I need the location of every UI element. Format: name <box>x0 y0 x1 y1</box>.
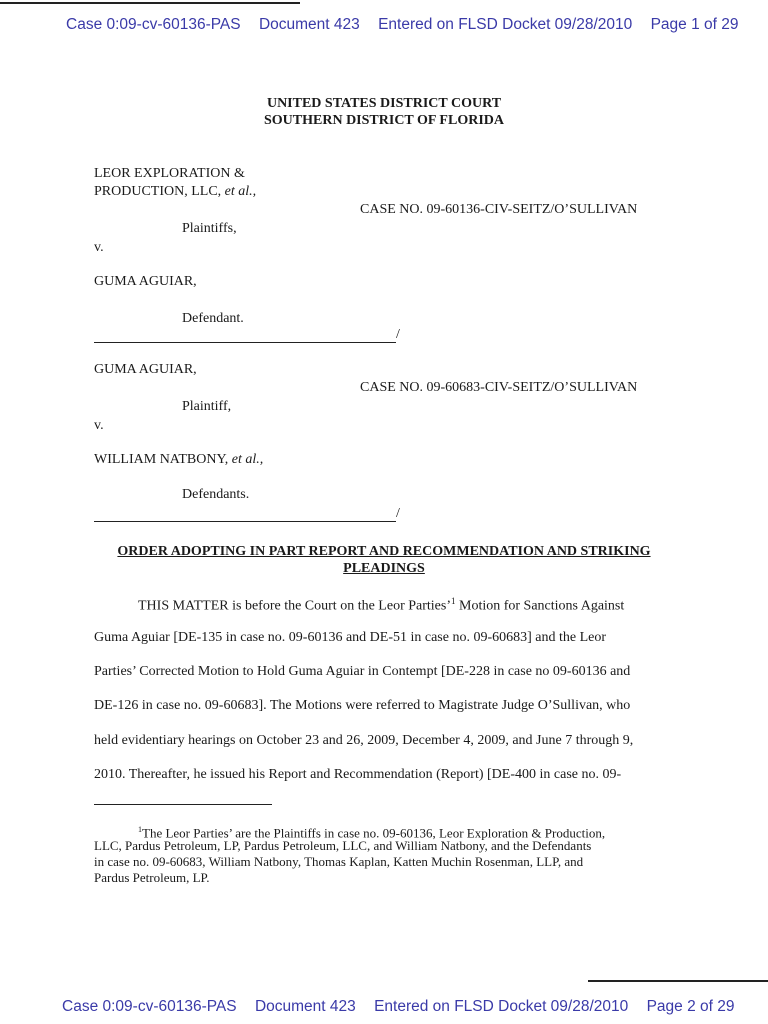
body-line-1-start: THIS MATTER is before the Court on the Leor Parties’ <box>138 598 451 614</box>
body-line-1 <box>138 596 624 615</box>
header-document-number: Document 423 <box>258 16 360 33</box>
caption1-plaintiff-line1: LEOR EXPLORATION & <box>94 166 245 181</box>
footnote-line-1-text: The Leor Parties’ are the Plaintiffs in case no. 09-60136, Leor Exploration & Production, <box>142 825 606 841</box>
court-name-line2: SOUTHERN DISTRICT OF FLORIDA <box>264 113 504 128</box>
caption2-case-number: CASE NO. 09-60683-CIV-SEITZ/O’SULLIVAN <box>360 380 638 395</box>
footer-page-number: Page 2 of 29 <box>646 998 735 1015</box>
caption1-case-number: CASE NO. 09-60136-CIV-SEITZ/O’SULLIVAN <box>360 202 638 217</box>
caption1-et-al: et al., <box>224 184 257 199</box>
caption2-plaintiff-label: Plaintiff, <box>182 399 232 414</box>
body-line-5: held evidentiary hearings on October 23 and 26, 2009, December 4, 2009, and June 7 through 9, <box>94 733 634 748</box>
header-page-number: Page 1 of 29 <box>650 16 739 33</box>
docket-footer <box>62 998 735 1016</box>
caption1-plaintiffs-label: Plaintiffs, <box>182 221 237 236</box>
caption1-plaintiff-name: PRODUCTION, LLC, <box>94 184 225 199</box>
footnote-line-3: in case no. 09-60683, William Natbony, Thomas Kaplan, Katten Muchin Rosenman, LLP, and <box>94 854 584 869</box>
header-case-number: Case 0:09-cv-60136-PAS <box>66 16 241 33</box>
caption1-defendant-name: GUMA AGUIAR, <box>94 274 197 289</box>
caption2-slash: / <box>396 506 400 521</box>
footer-entered-date: Entered on FLSD Docket 09/28/2010 <box>374 998 629 1015</box>
footer-case-number: Case 0:09-cv-60136-PAS <box>62 998 237 1015</box>
order-title-line1: ORDER ADOPTING IN PART REPORT AND RECOMMENDATION AND STRIKING <box>117 544 651 559</box>
bottom-border-rule <box>588 980 768 982</box>
order-title <box>0 543 768 577</box>
header-entered-date: Entered on FLSD Docket 09/28/2010 <box>378 16 633 33</box>
caption1-divider <box>94 342 396 343</box>
caption2-defendants-label: Defendants. <box>182 487 250 502</box>
court-name-line1: UNITED STATES DISTRICT COURT <box>266 96 502 111</box>
caption2-et-al: et al., <box>231 452 264 467</box>
caption2-versus: v. <box>94 418 104 433</box>
caption1-defendant-label: Defendant. <box>182 311 244 326</box>
caption2-divider <box>94 521 396 522</box>
footer-document-number: Document 423 <box>254 998 356 1015</box>
caption2-defendant <box>94 452 263 468</box>
body-line-1-rest: Motion for Sanctions Against <box>455 598 625 614</box>
caption2-defendant-name: WILLIAM NATBONY, <box>94 452 232 467</box>
caption1-versus: v. <box>94 240 104 255</box>
footnote-line-2: LLC, Pardus Petroleum, LP, Pardus Petroleum, LLC, and William Natbony, and the Defendants <box>94 838 592 853</box>
caption1-plaintiff-line2 <box>94 184 256 200</box>
footnote-line-4: Pardus Petroleum, LP. <box>94 870 210 885</box>
order-title-line2: PLEADINGS <box>343 561 425 576</box>
footnote-mark: 1 <box>138 825 142 834</box>
body-line-2: Guma Aguiar [DE-135 in case no. 09-60136 and DE-51 in case no. 09-60683] and the Leor <box>94 630 607 645</box>
caption2-plaintiff-name: GUMA AGUIAR, <box>94 362 197 377</box>
body-line-3: Parties’ Corrected Motion to Hold Guma Aguiar in Contempt [DE-228 in case no 09-60136 and <box>94 664 631 679</box>
footnote-separator <box>94 804 272 805</box>
body-line-4: DE-126 in case no. 09-60683]. The Motions were referred to Magistrate Judge O’Sullivan, who <box>94 698 631 713</box>
body-footnote-mark: 1 <box>451 596 456 606</box>
top-border-rule <box>0 2 300 4</box>
caption1-slash: / <box>396 327 400 342</box>
docket-header <box>66 16 739 34</box>
court-name <box>0 95 768 129</box>
body-line-6: 2010. Thereafter, he issued his Report and Recommendation (Report) [DE-400 in case no. 09- <box>94 767 622 782</box>
